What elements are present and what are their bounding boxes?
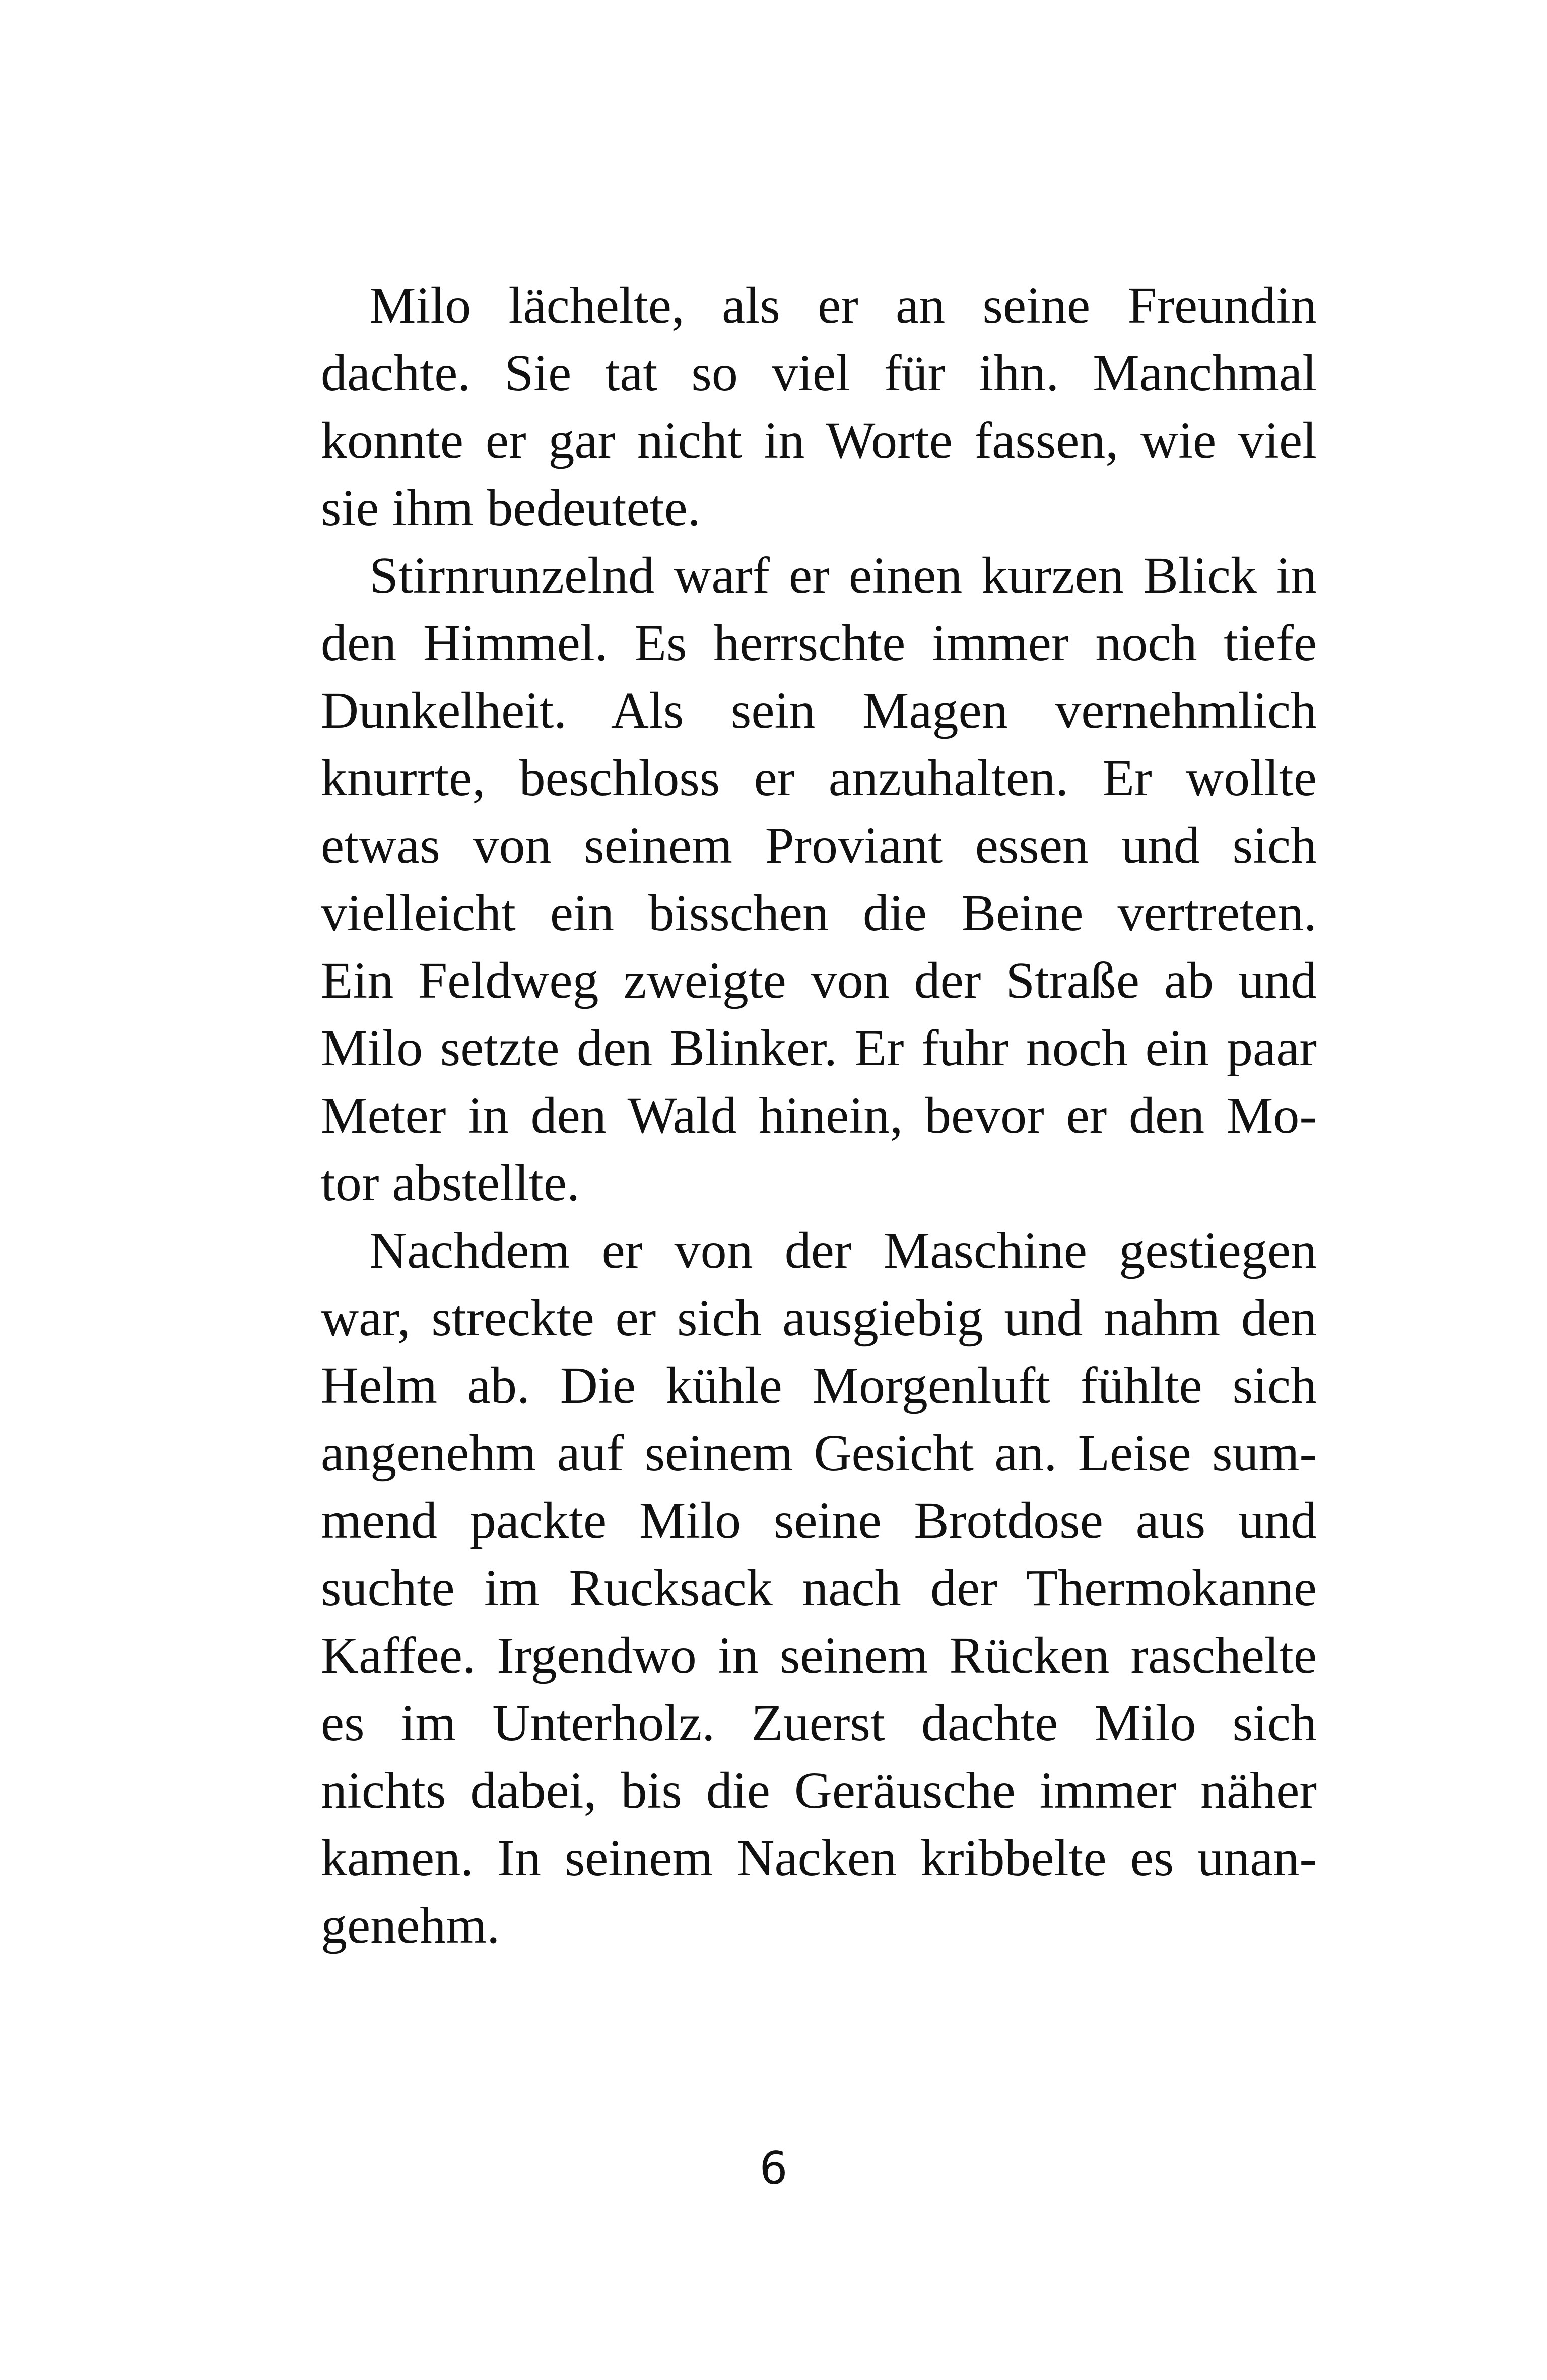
- text-line: Ein Feldweg zweigte von der Straße ab und: [321, 951, 1317, 1009]
- text-line: knurrte, beschloss er anzuhalten. Er wollte: [321, 749, 1317, 807]
- text-line: sie ihm bedeutete.: [321, 479, 701, 537]
- text-line: Kaffee. Irgendwo in seinem Rücken raschelte: [321, 1626, 1317, 1684]
- text-line: Dunkelheit. Als sein Magen vernehmlich: [321, 682, 1317, 739]
- text-line: angenehm auf seinem Gesicht an. Leise sum-: [321, 1424, 1317, 1482]
- text-line: es im Unterholz. Zuerst dachte Milo sich: [321, 1694, 1317, 1752]
- text-line: Helm ab. Die kühle Morgenluft fühlte sich: [321, 1356, 1317, 1414]
- text-line: Milo setzte den Blinker. Er fuhr noch ein paar: [321, 1019, 1317, 1077]
- text-line: Nachdem er von der Maschine gestiegen: [369, 1221, 1317, 1279]
- text-line: etwas von seinem Proviant essen und sich: [321, 817, 1317, 874]
- text-line: Milo lächelte, als er an seine Freundin: [369, 277, 1317, 334]
- page-number: 6: [759, 2142, 788, 2194]
- body-text: [273, 272, 1317, 1959]
- paragraph-3: [273, 1217, 1317, 1959]
- paragraph-2: [273, 542, 1317, 1217]
- text-line: mend packte Milo seine Brotdose aus und: [321, 1491, 1317, 1549]
- paragraph-1: [273, 272, 1317, 542]
- text-line: Meter in den Wald hinein, bevor er den Mo-: [321, 1086, 1317, 1144]
- text-line: Stirnrunzelnd warf er einen kurzen Blick in: [369, 547, 1317, 604]
- text-line: den Himmel. Es herrschte immer noch tiefe: [321, 614, 1317, 672]
- text-line: tor abstellte.: [321, 1154, 580, 1212]
- text-line: nichts dabei, bis die Geräusche immer näher: [321, 1761, 1317, 1819]
- text-line: vielleicht ein bisschen die Beine vertreten.: [321, 884, 1317, 942]
- text-line: konnte er gar nicht in Worte fassen, wie viel: [321, 412, 1317, 469]
- text-line: genehm.: [321, 1896, 500, 1954]
- text-line: suchte im Rucksack nach der Thermokanne: [321, 1559, 1317, 1617]
- text-line: dachte. Sie tat so viel für ihn. Manchmal: [321, 344, 1317, 402]
- text-line: war, streckte er sich ausgiebig und nahm den: [321, 1289, 1317, 1347]
- text-line: kamen. In seinem Nacken kribbelte es unan-: [321, 1829, 1317, 1887]
